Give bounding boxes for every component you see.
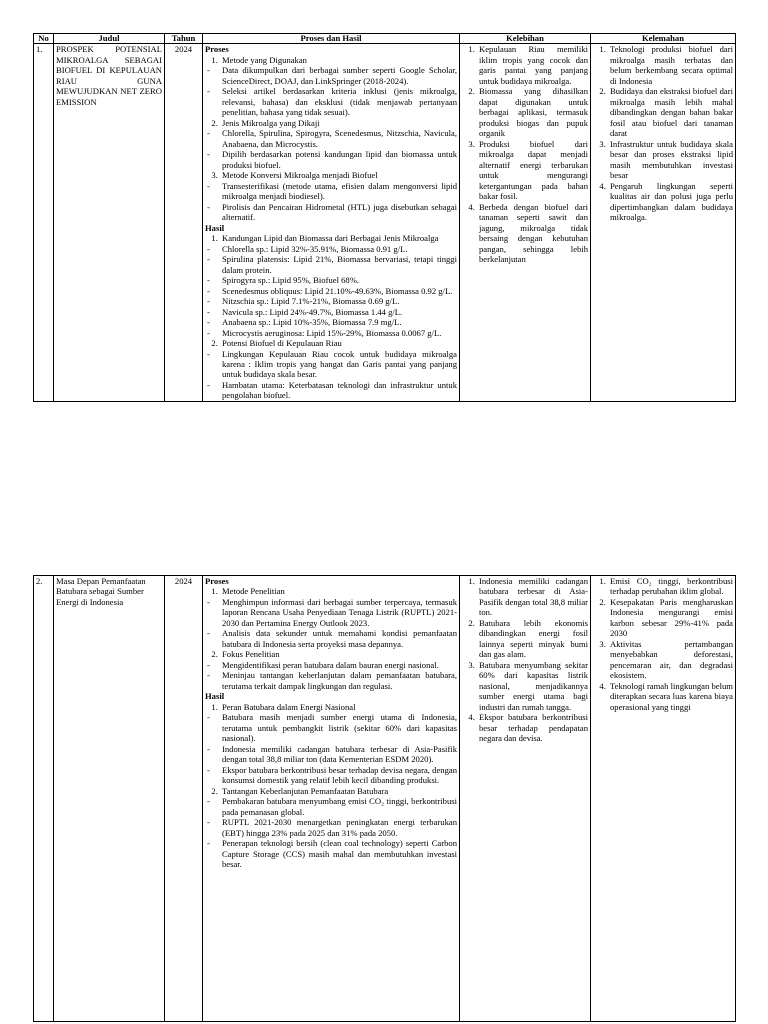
cell-proses-hasil [203, 44, 460, 401]
cell-no: 1. [34, 44, 54, 401]
bullet-item: - Menghimpun informasi dari berbagai sumber terpercaya, termasuk laporan Rencana Usaha Penyediaan Tenaga Listrik (RUPTL) 2021-2030 dan Pertamina Energy Outlook 2023. [222, 597, 457, 628]
item-title: 1. Metode yang Digunakan [222, 54, 307, 65]
cell-kelebihan [460, 576, 591, 1022]
list-item: 1. Teknologi produksi biofuel dari mikroalga masih terbatas dan belum berkembang secara optimal di Indonesia [608, 44, 733, 86]
item-title: 1. Kandungan Lipid dan Biomassa dari Berbagai Jenis Mikroalga [222, 233, 439, 244]
bullet-item: - Spirulina platensis: Lipid 21%, Biomassa bervariasi, tetapi tinggi dalam protein. [222, 254, 457, 275]
bullet-item: - Nitzschia sp.: Lipid 7.1%-21%, Biomassa 0.69 g/L. [222, 296, 457, 306]
header-tahun: Tahun [165, 34, 203, 44]
list-item: 4. Teknologi ramah lingkungan belum diterapkan secara luas karena biaya operasional yang tinggi [608, 681, 733, 712]
item-title: 2. Tantangan Keberlanjutan Pemanfaatan Batubara [222, 785, 389, 796]
item-title: 2. Jenis Mikroalga yang Dikaji [222, 117, 320, 128]
list-item [220, 702, 457, 786]
bullet-item: - Dipilih berdasarkan potensi kandungan lipid dan biomassa untuk produksi biofuel. [222, 149, 457, 170]
bullet-item: - Scenedesmus obliquus: Lipid 21.10%-49.63%, Biomassa 0.92 g/L. [222, 286, 457, 296]
list-item: 4. Pengaruh lingkungan seperti kualitas air dan polusi juga perlu dipertimbangkan dalam budidaya mikroalga. [608, 181, 733, 223]
list-item [220, 786, 457, 870]
list-item: 2. Biomassa yang dihasilkan dapat digunakan untuk berbagai aplikasi, termasuk produksi biogas dan pupuk organik [477, 86, 588, 138]
literature-table-1 [33, 33, 736, 402]
section-proses-label: Proses [205, 44, 229, 55]
bullet-item: - Data dikumpulkan dari berbagai sumber seperti Google Scholar, ScienceDirect, DOAJ, dan LinkSpringer (2018-2024). [222, 65, 457, 86]
cell-no: 2. [34, 576, 54, 1022]
list-item: 1. Emisi CO₂ tinggi, berkontribusi terhadap perubahan iklim global. [608, 576, 733, 597]
bullet-item: - Navicula sp.: Lipid 24%-49.7%, Biomassa 1.44 g/L. [222, 307, 457, 317]
cell-judul: Masa Depan Pemanfaatan Batubara sebagai Sumber Energi di Indonesia [54, 576, 165, 1022]
cell-kelebihan [460, 44, 591, 401]
item-title: 2. Fokus Penelitian [222, 649, 280, 660]
item-title: 3. Metode Konversi Mikroalga menjadi Biofuel [222, 170, 378, 181]
list-item [220, 233, 457, 338]
header-kelemahan: Kelemahan [591, 34, 736, 44]
bullet-item: - Analisis data sekunder untuk memahami kondisi pemanfaatan batubara di Indonesia serta proyeksi masa depannya. [222, 628, 457, 649]
list-item [220, 338, 457, 401]
cell-tahun: 2024 [165, 44, 203, 401]
list-item [220, 170, 457, 222]
bullet-item: - Transesterifikasi (metode utama, efisien dalam mengonversi lipid mikroalga menjadi biodiesel). [222, 181, 457, 202]
table-header-row [34, 34, 736, 44]
section-hasil-label: Hasil [205, 691, 225, 702]
list-item: 2. Budidaya dan ekstraksi biofuel dari mikroalga masih lebih mahal dibandingkan dengan bahan bakar fosil atau biofuel dari tanaman darat [608, 86, 733, 138]
bullet-item: - Lingkungan Kepulauan Riau cocok untuk budidaya mikroalga karena : Iklim tropis yang hangat dan Garis pantai yang panjang untuk budidaya skala besar. [222, 349, 457, 380]
list-item: 4. Berbeda dengan biofuel dari tanaman seperti sawit dan jagung, mikroalga tidak bersaing dengan kebutuhan pangan, sehingga lebih berkelanjutan [477, 202, 588, 265]
bullet-item: - Seleksi artikel berdasarkan kriteria inklusi (jenis mikroalga, relevansi, bahasa) dan eksklusi (tidak menjawab pertanyaan penelitian, bahasa yang tidak sesuai). [222, 86, 457, 117]
table-row [34, 44, 736, 401]
bullet-item: - Pirolisis dan Pencairan Hidrometal (HTL) juga disebutkan sebagai alternatif. [222, 202, 457, 223]
header-kelebihan: Kelebihan [460, 34, 591, 44]
item-title: 1. Metode Penelitian [222, 586, 285, 597]
list-item [220, 649, 457, 691]
bullet-item: - Spirogyra sp.: Lipid 95%, Biofuel 68%. [222, 275, 457, 285]
list-item: 3. Batubara menyumbang sekitar 60% dari kapasitas listrik nasional, menjadikannya sumber energi utama bagi industri dan rumah tangga. [477, 660, 588, 712]
list-item: 3. Aktivitas pertambangan menyebabkan deforestasi, pencemaran air, dan degradasi ekosistem. [608, 639, 733, 681]
bullet-item: - Penerapan teknologi bersih (clean coal technology) seperti Carbon Capture Storage (CCS) masih mahal dan membutuhkan investasi besar. [222, 838, 457, 869]
cell-tahun: 2024 [165, 576, 203, 1022]
bullet-item: - Anabaena sp.: Lipid 10%-35%, Biomassa 7.9 mg/L. [222, 317, 457, 327]
bullet-item: - Batubara masih menjadi sumber energi utama di Indonesia, terutama untuk pembangkit listrik (sekitar 60% dari kapasitas nasional). [222, 712, 457, 743]
literature-table-2 [33, 575, 736, 1022]
item-title: 1. Peran Batubara dalam Energi Nasional [222, 701, 356, 712]
header-judul: Judul [54, 34, 165, 44]
section-proses-label: Proses [205, 576, 229, 586]
bullet-item: - Microcystis aeruginosa: Lipid 15%-29%, Biomassa 0.0067 g/L. [222, 328, 457, 338]
bullet-item: - Hambatan utama: Keterbatasan teknologi dan infrastruktur untuk pengolahan biofuel. [222, 380, 457, 401]
list-item: 2. Kesepakatan Paris mengharuskan Indonesia mengurangi emisi karbon sebesar 29%-41% pada 2030 [608, 597, 733, 639]
bullet-item: - Ekspor batubara berkontribusi besar terhadap devisa negara, dengan konsumsi domestik yang relatif lebih kecil dibanding produksi. [222, 765, 457, 786]
bullet-item: - Indonesia memiliki cadangan batubara terbesar di Asia-Pasifik dengan total 38,8 miliar ton (data Kementerian ESDM 2020). [222, 744, 457, 765]
bullet-item: - Mengidentifikasi peran batubara dalam bauran energi nasional. [222, 660, 457, 670]
bullet-item: - Meninjau tantangan keberlanjutan dalam pemanfaatan batubara, terutama terkait dampak lingkungan dan regulasi. [222, 670, 457, 691]
cell-proses-hasil [203, 576, 460, 1022]
bullet-item: - Chlorella sp.: Lipid 32%-35.91%, Biomassa 0.91 g/L. [222, 244, 457, 254]
list-item [220, 118, 457, 170]
bullet-item: - RUPTL 2021-2030 menargetkan peningkatan energi terbarukan (EBT) hingga 23% pada 2025 dan 31% pada 2050. [222, 817, 457, 838]
cell-kelemahan [591, 576, 736, 1022]
list-item: 4. Ekspor batubara berkontribusi besar terhadap pendapatan negara dan devisa. [477, 712, 588, 743]
header-proses-hasil: Proses dan Hasil [203, 34, 460, 44]
list-item: 2. Batubara lebih ekonomis dibandingkan energi fosil lainnya seperti minyak bumi dan gas alam. [477, 618, 588, 660]
section-hasil-label: Hasil [205, 222, 225, 233]
list-item: 3. Produksi biofuel dari mikroalga dapat menjadi alternatif energi terbarukan untuk mengurangi ketergantungan pada bahan bakar fosil. [477, 139, 588, 202]
header-no: No [34, 34, 54, 44]
cell-judul: PROSPEK POTENSIAL MIKROALGA SEBAGAI BIOFUEL DI KEPULAUAN RIAU GUNA MEWUJUDKAN NET ZERO EMISSION [54, 44, 165, 401]
cell-kelemahan [591, 44, 736, 401]
list-item [220, 586, 457, 649]
list-item: 3. Infrastruktur untuk budidaya skala besar dan proses ekstraksi lipid masih membutuhkan investasi besar [608, 139, 733, 181]
bullet-item: - Pembakaran batubara menyumbang emisi CO₂ tinggi, berkontribusi pada pemanasan global. [222, 796, 457, 817]
bullet-item: - Chlorella, Spirulina, Spirogyra, Scenedesmus, Nitzschia, Navicula, Anabaena, dan Microcystis. [222, 128, 457, 149]
list-item [220, 55, 457, 118]
table-row [34, 576, 736, 1022]
item-title: 2. Potensi Biofuel di Kepulauan Riau [222, 338, 342, 349]
list-item: 1. Kepulauan Riau memiliki iklim tropis yang cocok dan garis pantai yang panjang untuk budidaya mikroalga. [477, 44, 588, 86]
list-item: 1. Indonesia memiliki cadangan batubara terbesar di Asia-Pasifik dengan total 38,8 miliar ton. [477, 576, 588, 618]
